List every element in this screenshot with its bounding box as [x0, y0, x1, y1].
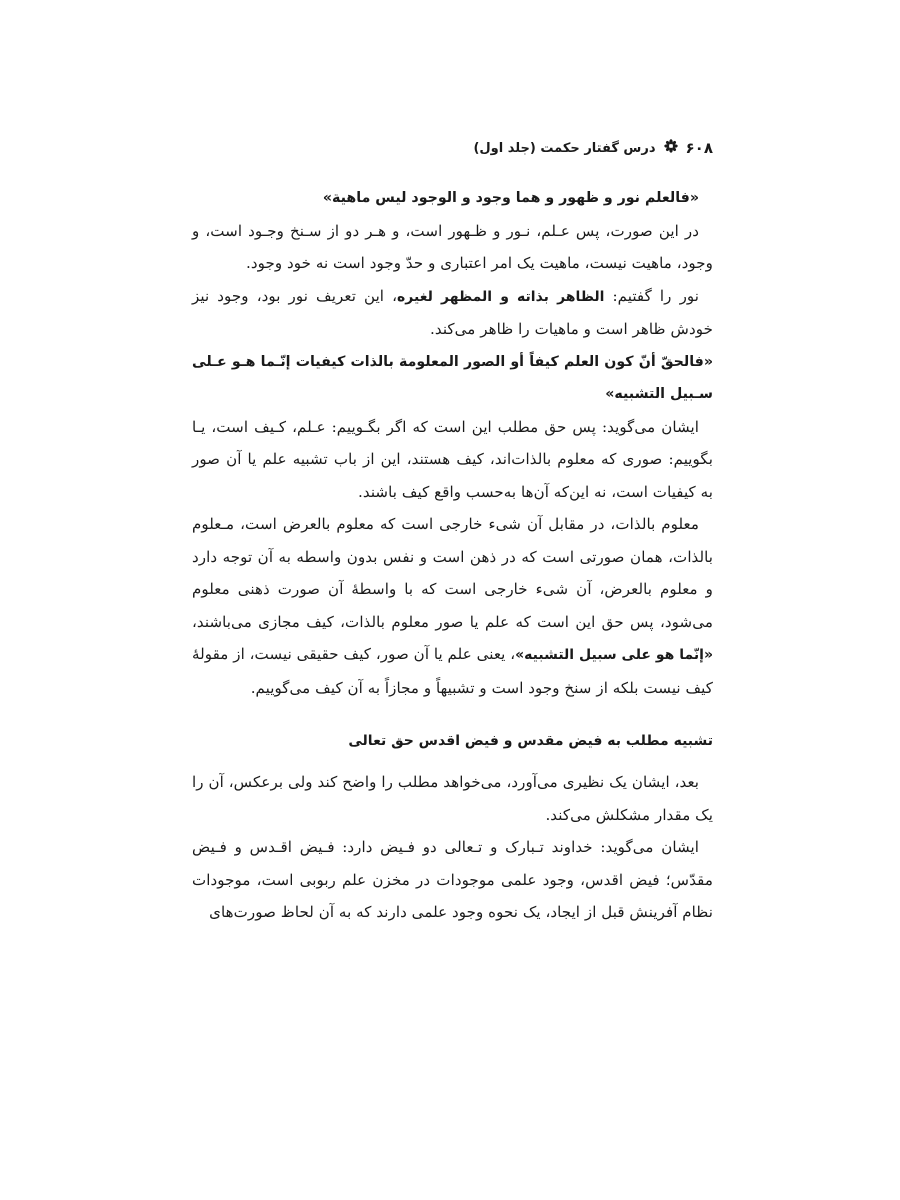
arabic-quote-1: «فالعلم نور و ظهور و هما وجود و الوجود لیس ماهیة»	[322, 190, 699, 206]
paragraph-4-bold-quote: «إنّما هو علی سبیل التشبیه»	[515, 647, 713, 663]
page-body	[192, 182, 713, 929]
running-header	[192, 132, 713, 164]
book-title: درس گفتار حکمت (جلد اول)	[473, 140, 656, 156]
paragraph-2-text-end: ، این تعریف نور بود، وجود نیز خودش ظاهر است و ماهیات را ظاهر می‌کند.	[192, 286, 713, 338]
paragraph-3: ایشان می‌گوید: پس حق مطلب این است که اگر بگـوییم: عـلم، کـیف است، یـا بگوییم: صوری که معلوم بالذات‌اند، کیف هستند، این از باب تشبیه علم یا آن صور به کیفیات است، نه این‌که آن‌ها به‌حسب واقع کیف باشند.	[192, 417, 713, 501]
paragraph-4	[192, 508, 713, 704]
paragraph-2-bold-term: الظاهر بذاته و المظهر لغیره	[397, 288, 605, 305]
paragraph-5: بعد، ایشان یک نظیری می‌آورد، می‌خواهد مطلب را واضح کند ولی برعکس، آن را یک مقدار مشکلش می‌کند.	[192, 773, 713, 824]
paragraph-4-text-start: معلوم بالذات، در مقابل آن شیء خارجی است که معلوم بالعرض است، مـعلوم بالذات، همان صورتی است که در ذهن است و نفس بدون واسطه به آن توجه دارد و معلوم بالعرض، آن شیء خارجی است که با واسطهٔ آن صورت ذهنی معلوم می‌شود، پس حق این است که علم یا صور معلوم بالذات، کیف مجازی می‌باشند،	[192, 515, 713, 631]
section-heading: تشبیه مطلب به فیض مقدس و فیض اقدس حق تعالی	[348, 733, 713, 749]
flower-ornament-icon	[664, 139, 678, 157]
paragraph-1: در این صورت، پس عـلم، نـور و ظـهور است، و هـر دو از سـنخ وجـود است، و وجود، ماهیت نیست، ماهیت یک امر اعتباری و حدّ وجود است نه خود وجود.	[192, 221, 713, 272]
page-number: ۶۰۸	[685, 139, 713, 157]
book-page	[192, 132, 713, 929]
paragraph-4-text-end: ، یعنی علم یا آن صور، کیف حقیقی نیست، از مقولهٔ کیف نیست بلکه از سنخ وجود است و تشبیهاً و مجازاً به آن کیف می‌گوییم.	[192, 645, 713, 697]
arabic-quote-2: «فالحقّ أنّ کون العلم کیفاً أو الصور المعلومة بالذات کیفیات إنّـما هـو عـلی سـبیل التشبیه»	[192, 353, 713, 402]
paragraph-6: ایشان می‌گوید: خداوند تـبارک و تـعالی دو فـیض دارد: فـیض اقـدس و فـیض مقدّس؛ فیض اقدس، وجود علمی موجودات در مخزن علم ربوبی است، موجودات نظام آفرینش قبل از ایجاد، یک نحوه وجود علمی دارند که به آن لحاظ صورت‌های	[192, 838, 713, 921]
paragraph-2-text-start: نور را گفتیم:	[604, 286, 699, 305]
paragraph-2	[192, 280, 713, 346]
